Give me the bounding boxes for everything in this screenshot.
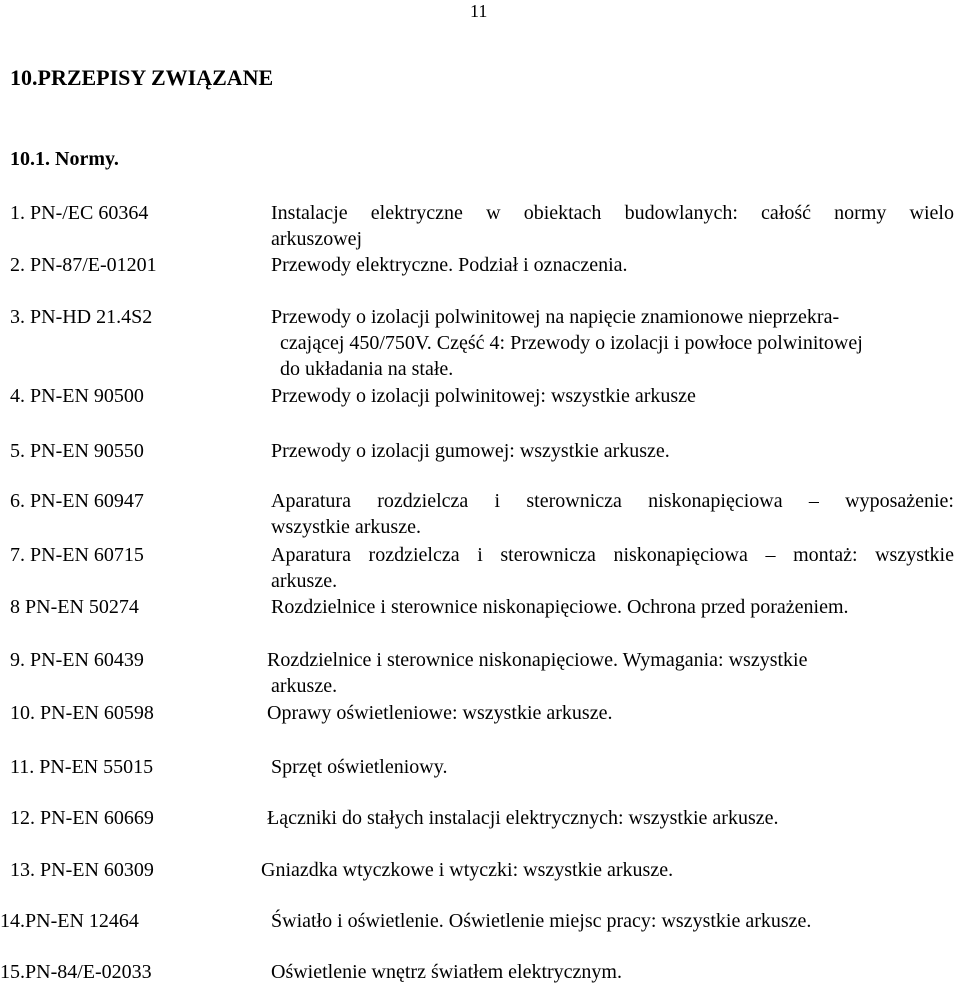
section-heading: 10.PRZEPISY ZWIĄZANE [10,65,274,90]
norm-description-line: Przewody elektryczne. Podział i oznaczenia. [271,254,628,276]
norm-description [271,594,954,620]
norm-description-line: Światło i oświetlenie. Oświetlenie miejsc pracy: wszystkie arkusze. [271,910,812,932]
norm-code: 15.PN-84/E-02033 [0,961,152,983]
norm-description [267,700,954,726]
norm-description-line: Oprawy oświetleniowe: wszystkie arkusze. [267,702,613,724]
norm-description [267,647,954,699]
norm-code: 3. PN-HD 21.4S2 [10,306,153,328]
norm-code: 14.PN-EN 12464 [0,910,139,932]
norm-description [271,383,954,409]
norm-description [271,959,954,985]
norm-description [261,857,954,883]
norm-description [271,488,954,540]
norm-description-line: Rozdzielnice i sterownice niskonapięciowe. Ochrona przed porażeniem. [271,596,849,618]
norm-description-line: Przewody o izolacji polwinitowej na napięcie znamionowe nieprzekra- [271,306,840,328]
norm-code: 13. PN-EN 60309 [10,859,154,881]
norm-code: 2. PN-87/E-01201 [10,254,157,276]
norm-code: 5. PN-EN 90550 [10,440,144,462]
norm-description-line: Łączniki do stałych instalacji elektrycznych: wszystkie arkusze. [267,807,779,829]
norm-description [271,542,954,594]
norm-description [267,805,954,831]
norm-description-line: arkusze. [271,570,338,592]
norm-description-line: Rozdzielnice i sterownice niskonapięciowe. Wymagania: wszystkie [267,649,808,671]
norm-description [271,252,954,278]
norm-description [271,200,954,252]
norm-description [271,438,954,464]
norm-description-line: arkusze. [271,675,338,697]
norm-description-line: wszystkie arkusze. [271,516,421,538]
norm-code: 12. PN-EN 60669 [10,807,154,829]
norm-code: 6. PN-EN 60947 [10,490,144,512]
norm-description-line: Sprzęt oświetleniowy. [271,756,448,778]
norm-code: 4. PN-EN 90500 [10,385,144,407]
page-number: 11 [470,1,488,21]
norm-description-line: Oświetlenie wnętrz światłem elektrycznym. [271,961,622,983]
norm-code: 7. PN-EN 60715 [10,544,144,566]
norm-description [271,754,954,780]
norm-description-line: Aparatura rozdzielcza i sterownicza niskonapięciowa – wyposażenie: [271,490,954,512]
norm-description-line: Przewody o izolacji polwinitowej: wszystkie arkusze [271,385,696,407]
norm-code: 8 PN-EN 50274 [10,596,139,618]
norm-description-line: Przewody o izolacji gumowej: wszystkie arkusze. [271,440,670,462]
norm-description-line: Aparatura rozdzielcza i sterownicza niskonapięciowa – montaż: wszystkie [271,544,954,566]
norm-description-line: arkuszowej [271,228,363,250]
norm-description [271,304,954,382]
norm-code: 9. PN-EN 60439 [10,649,144,671]
norm-description-line: Instalacje elektryczne w obiektach budowlanych: całość normy wielo [271,202,954,224]
norm-description-line: Gniazdka wtyczkowe i wtyczki: wszystkie arkusze. [261,859,674,881]
norm-code: 10. PN-EN 60598 [10,702,154,724]
norm-description-line: do układania na stałe. [280,358,454,380]
norm-description [271,908,954,934]
norm-code: 11. PN-EN 55015 [10,756,154,778]
norm-description-line: czającej 450/750V. Część 4: Przewody o izolacji i powłoce polwinitowej [280,332,863,354]
subsection-heading: 10.1. Normy. [10,148,119,170]
norm-code: 1. PN-/EC 60364 [10,202,149,224]
